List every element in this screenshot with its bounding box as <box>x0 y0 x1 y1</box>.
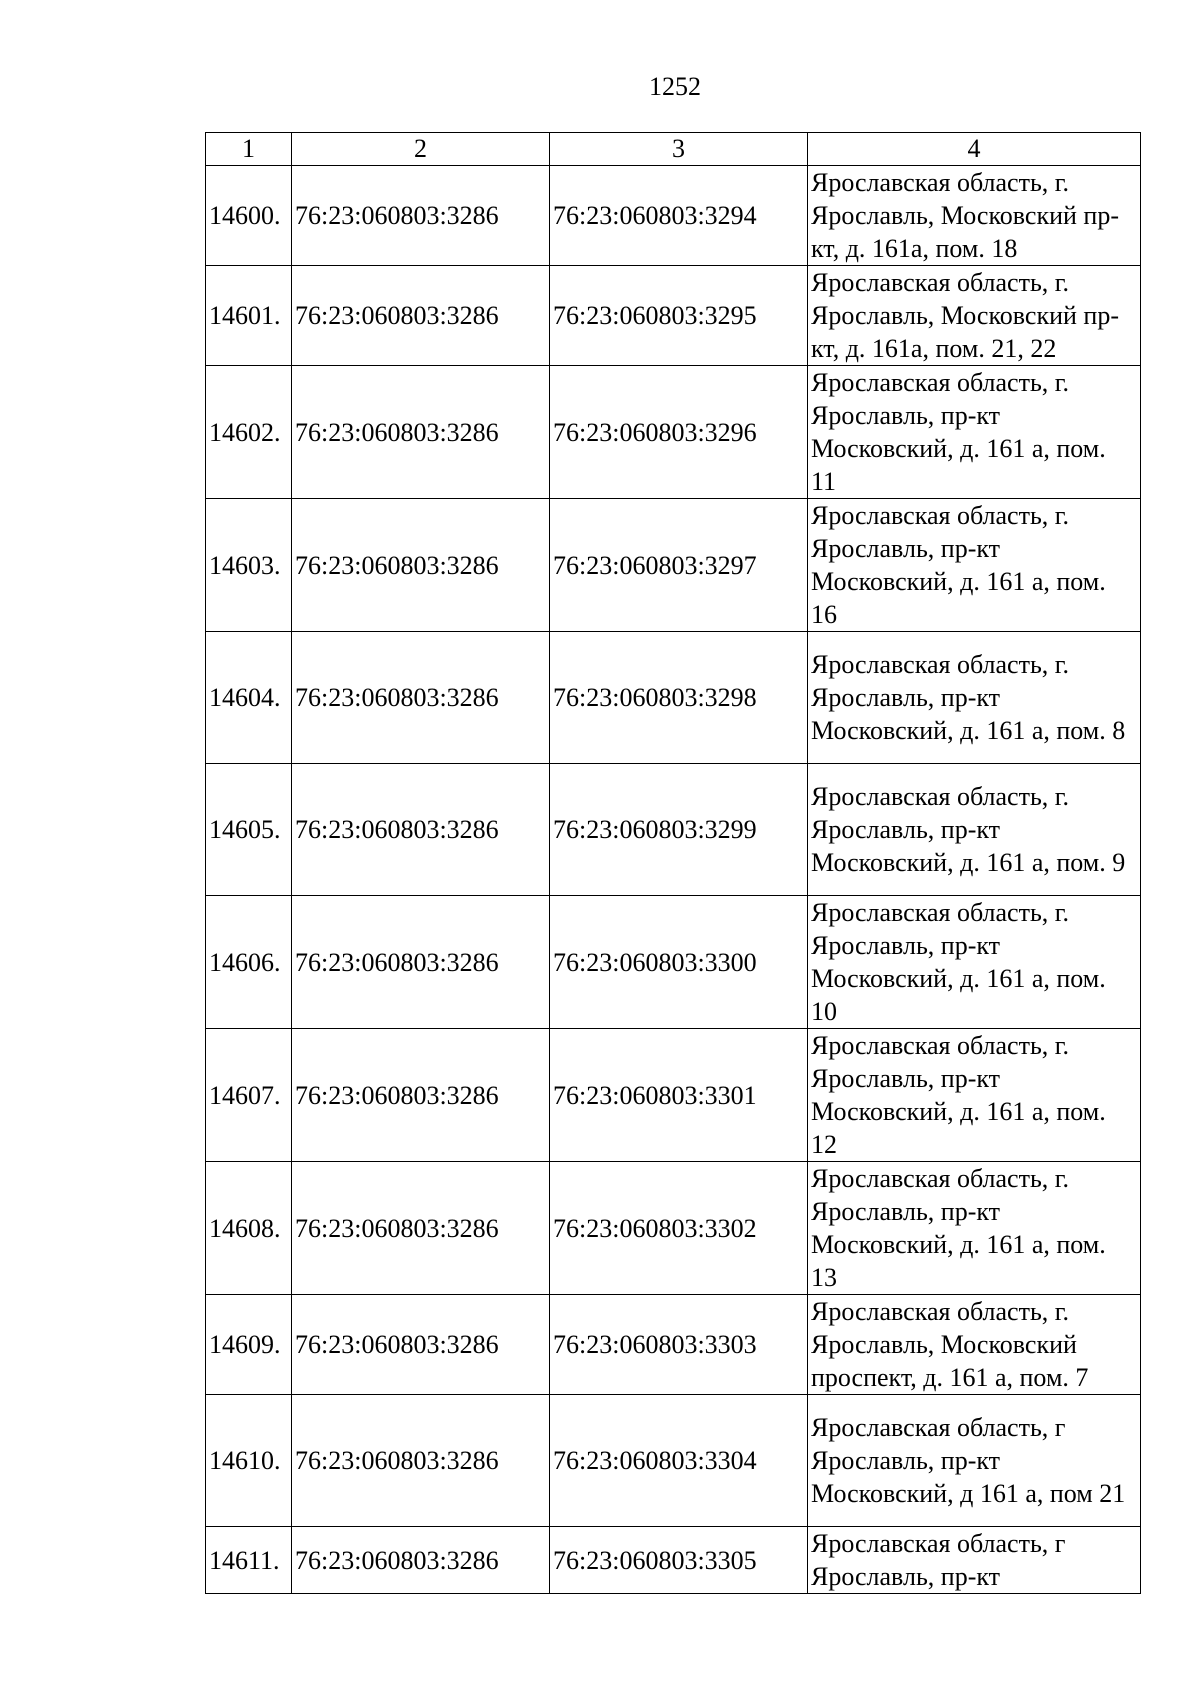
page-number: 1252 <box>649 72 701 101</box>
cadastral-number: 76:23:060803:3301 <box>550 1029 808 1162</box>
cadastral-number: 76:23:060803:3295 <box>550 266 808 366</box>
row-number: 14608. <box>206 1162 292 1295</box>
row-number: 14600. <box>206 166 292 266</box>
table-row <box>206 166 1141 266</box>
address: Ярославская область, г Ярославль, пр-кт <box>808 1527 1141 1594</box>
cadastral-number: 76:23:060803:3303 <box>550 1295 808 1395</box>
parent-cadastral-number: 76:23:060803:3286 <box>292 366 550 499</box>
row-number: 14605. <box>206 764 292 896</box>
parent-cadastral-number: 76:23:060803:3286 <box>292 1295 550 1395</box>
address: Ярославская область, г. Ярославль, пр-кт Московский, д. 161 а, пом. 11 <box>808 366 1141 499</box>
address: Ярославская область, г. Ярославль, пр-кт Московский, д. 161 а, пом. 8 <box>808 632 1141 764</box>
cadastral-number: 76:23:060803:3294 <box>550 166 808 266</box>
cadastral-number: 76:23:060803:3297 <box>550 499 808 632</box>
table-row <box>206 896 1141 1029</box>
address: Ярославская область, г Ярославль, пр-кт Московский, д 161 а, пом 21 <box>808 1395 1141 1527</box>
address: Ярославская область, г. Ярославль, Московский пр-кт, д. 161а, пом. 18 <box>808 166 1141 266</box>
parent-cadastral-number: 76:23:060803:3286 <box>292 1527 550 1594</box>
row-number: 14609. <box>206 1295 292 1395</box>
header-cell-1: 1 <box>206 133 292 166</box>
cadastral-number: 76:23:060803:3305 <box>550 1527 808 1594</box>
row-number: 14610. <box>206 1395 292 1527</box>
table-row <box>206 1295 1141 1395</box>
table-row <box>206 266 1141 366</box>
table-row <box>206 1162 1141 1295</box>
row-number: 14611. <box>206 1527 292 1594</box>
registry-table <box>205 132 1141 1594</box>
table-row <box>206 1527 1141 1594</box>
address: Ярославская область, г. Ярославль, пр-кт Московский, д. 161 а, пом. 13 <box>808 1162 1141 1295</box>
header-cell-4: 4 <box>808 133 1141 166</box>
address: Ярославская область, г. Ярославль, пр-кт Московский, д. 161 а, пом. 9 <box>808 764 1141 896</box>
row-number: 14602. <box>206 366 292 499</box>
cadastral-number: 76:23:060803:3298 <box>550 632 808 764</box>
parent-cadastral-number: 76:23:060803:3286 <box>292 896 550 1029</box>
parent-cadastral-number: 76:23:060803:3286 <box>292 1162 550 1295</box>
table-row <box>206 366 1141 499</box>
table-row <box>206 764 1141 896</box>
table-row <box>206 1029 1141 1162</box>
parent-cadastral-number: 76:23:060803:3286 <box>292 1395 550 1527</box>
address: Ярославская область, г. Ярославль, пр-кт Московский, д. 161 а, пом. 16 <box>808 499 1141 632</box>
row-number: 14603. <box>206 499 292 632</box>
parent-cadastral-number: 76:23:060803:3286 <box>292 499 550 632</box>
header-cell-2: 2 <box>292 133 550 166</box>
row-number: 14606. <box>206 896 292 1029</box>
parent-cadastral-number: 76:23:060803:3286 <box>292 266 550 366</box>
parent-cadastral-number: 76:23:060803:3286 <box>292 632 550 764</box>
address: Ярославская область, г. Ярославль, Московский проспект, д. 161 а, пом. 7 <box>808 1295 1141 1395</box>
parent-cadastral-number: 76:23:060803:3286 <box>292 764 550 896</box>
row-number: 14604. <box>206 632 292 764</box>
row-number: 14601. <box>206 266 292 366</box>
parent-cadastral-number: 76:23:060803:3286 <box>292 1029 550 1162</box>
table-header-row <box>206 133 1141 166</box>
cadastral-number: 76:23:060803:3296 <box>550 366 808 499</box>
cadastral-number: 76:23:060803:3299 <box>550 764 808 896</box>
address: Ярославская область, г. Ярославль, Московский пр-кт, д. 161а, пом. 21, 22 <box>808 266 1141 366</box>
header-cell-3: 3 <box>550 133 808 166</box>
parent-cadastral-number: 76:23:060803:3286 <box>292 166 550 266</box>
cadastral-number: 76:23:060803:3304 <box>550 1395 808 1527</box>
table-row <box>206 1395 1141 1527</box>
table-row <box>206 499 1141 632</box>
address: Ярославская область, г. Ярославль, пр-кт Московский, д. 161 а, пом. 12 <box>808 1029 1141 1162</box>
cadastral-number: 76:23:060803:3300 <box>550 896 808 1029</box>
address: Ярославская область, г. Ярославль, пр-кт Московский, д. 161 а, пом. 10 <box>808 896 1141 1029</box>
table-row <box>206 632 1141 764</box>
row-number: 14607. <box>206 1029 292 1162</box>
cadastral-number: 76:23:060803:3302 <box>550 1162 808 1295</box>
